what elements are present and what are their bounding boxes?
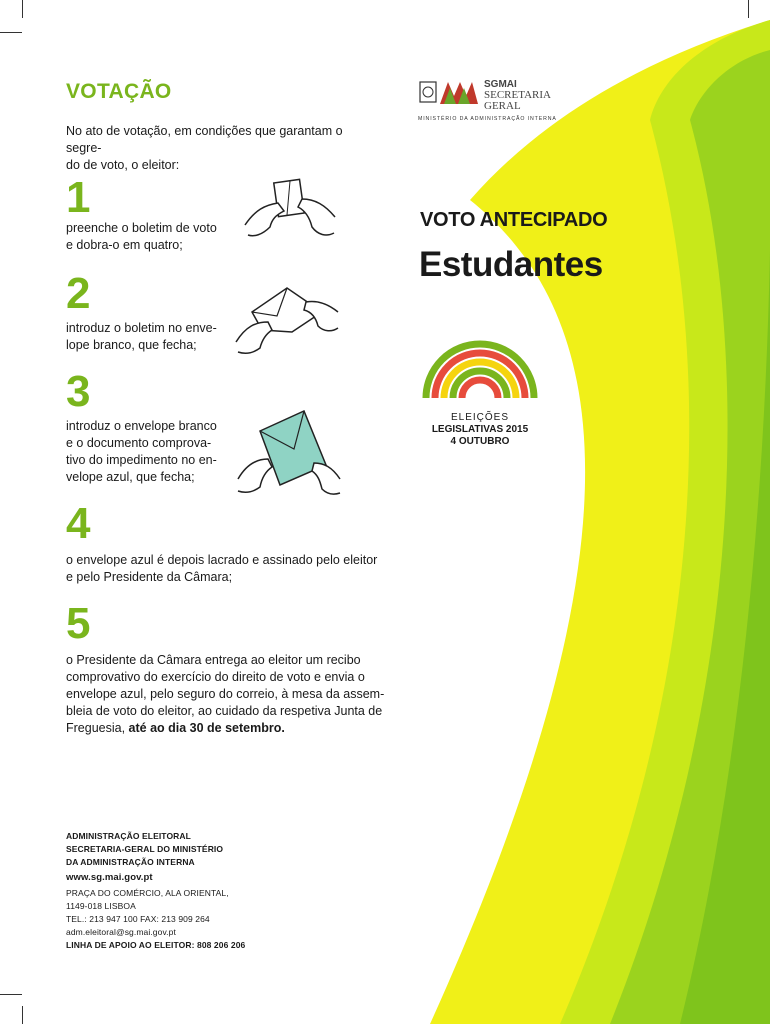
step-number: 4 bbox=[66, 499, 91, 548]
step-number: 2 bbox=[66, 269, 91, 318]
deadline-text: até ao dia 30 de setembro. bbox=[128, 721, 285, 735]
step-text: introduz o boletim no enve- lope branco, que fecha; bbox=[66, 321, 217, 352]
ministry-caption: MINISTÉRIO DA ADMINISTRAÇÃO INTERNA bbox=[418, 116, 557, 122]
website-link[interactable]: www.sg.mai.gov.pt bbox=[66, 872, 153, 883]
step-number: 5 bbox=[66, 599, 91, 648]
blue-envelope-illustration bbox=[234, 405, 342, 497]
document-title: Estudantes bbox=[419, 245, 603, 284]
step-number: 1 bbox=[66, 173, 91, 222]
step-text: introduz o envelope branco e o documento comprova- tivo do impedimento no en- velope azul, que fecha; bbox=[66, 419, 217, 484]
step-text: preenche o boletim de voto e dobra-o em quatro; bbox=[66, 221, 217, 252]
intro-text: No ato de votação, em condições que garantam o segre- do de voto, o eleitor: bbox=[66, 124, 343, 172]
fold-ballot-illustration bbox=[240, 175, 340, 245]
document-subtitle: VOTO ANTECIPADO bbox=[420, 209, 608, 231]
rainbow-emblem bbox=[418, 320, 542, 400]
logo-wordmark: SGMAI SECRETARIA GERAL bbox=[484, 79, 551, 112]
election-caption: ELEIÇÕES LEGISLATIVAS 2015 4 OUTUBRO bbox=[431, 412, 529, 447]
email-link[interactable]: adm.eleitoral@sg.mai.gov.pt bbox=[66, 927, 176, 937]
sgmai-logo-mark bbox=[418, 78, 480, 114]
step-text: o envelope azul é depois lacrado e assinado pelo eleitor e pelo Presidente da Câmara; bbox=[66, 553, 378, 584]
white-envelope-illustration bbox=[232, 282, 342, 360]
section-heading: VOTAÇÃO bbox=[66, 80, 172, 103]
contact-block: ADMINISTRAÇÃO ELEITORAL SECRETARIA-GERAL DO MINISTÉRIO DA ADMINISTRAÇÃO INTERNA www.sg.mai.gov.pt PRAÇA DO COMÉRCIO, ALA ORIENTAL, 1149-018 LISBOA TEL.: 213 947 100 FAX: 213 909 264 adm.eleitoral@sg.mai.gov.pt LINHA DE APOIO AO ELEITOR: 808 206 206 bbox=[66, 831, 246, 950]
step-text: o Presidente da Câmara entrega ao eleitor um recibo comprovativo do exercício do direito de voto e envia o envelope azul, pelo seguro do correio, à mesa da assem- bleia de voto do eleitor, ao cuidado da respetiva Junta de Freguesia, até ao dia 30 de setembro. bbox=[66, 653, 385, 735]
step-number: 3 bbox=[66, 367, 91, 416]
